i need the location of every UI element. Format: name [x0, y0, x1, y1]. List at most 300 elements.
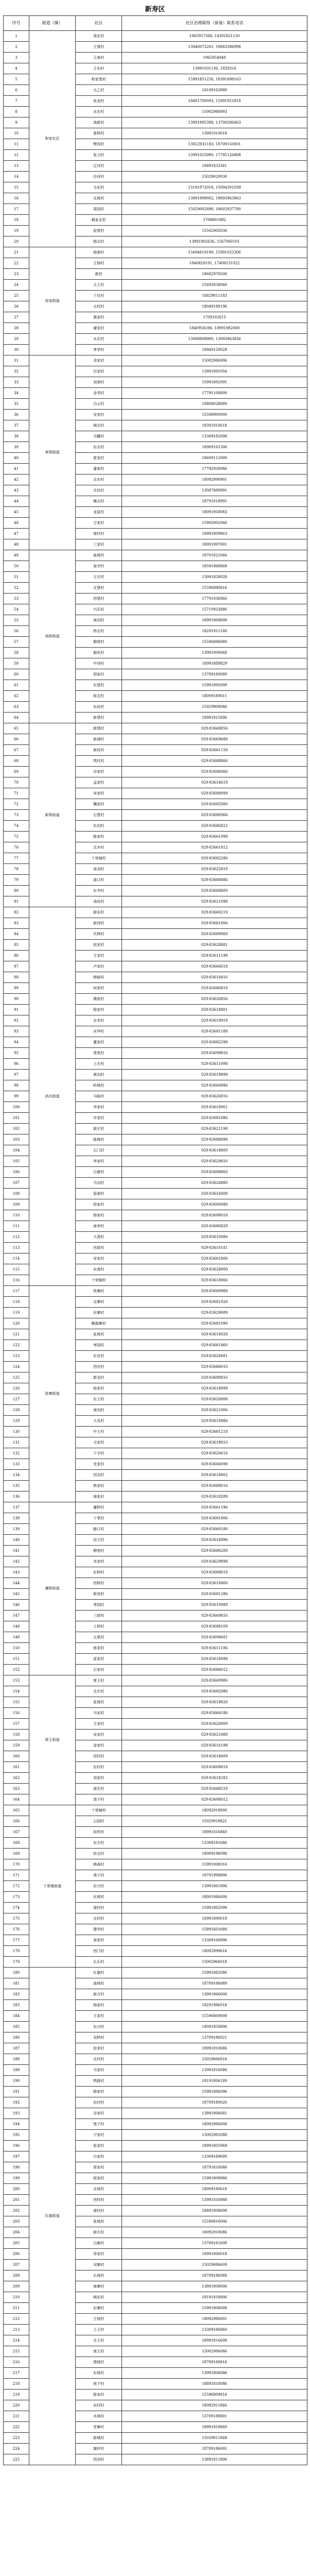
cell-community: 郑家村 [76, 2162, 122, 2173]
cell-community: 豁口村 [76, 1524, 122, 1535]
cell-community: 东兴村 [76, 2022, 122, 2032]
cell-community: 程家村 [76, 1005, 122, 1015]
cell-community: 新旺村 [76, 648, 122, 658]
cell-index: 86 [4, 951, 29, 961]
cell-index: 102 [4, 1124, 29, 1134]
cell-community: 华家村 [76, 1102, 122, 1113]
cell-street: 洪庆街道 [29, 907, 76, 1286]
cell-index: 129 [4, 1416, 29, 1427]
cell-community: 大兆村 [76, 1416, 122, 1427]
cell-contact: 18092986001 [122, 2314, 307, 2325]
cell-community: 水乐村 [76, 334, 122, 345]
cell-contact: 029-83681806 [122, 1513, 307, 1524]
cell-index: 30 [4, 345, 29, 355]
cell-contact: 15596896889 [122, 637, 307, 648]
cell-community: 张元村 [76, 150, 122, 161]
cell-index: 125 [4, 1372, 29, 1383]
cell-contact: 029-83610086 [122, 1232, 307, 1243]
cell-contact: 029-83688866 [122, 756, 307, 767]
cell-contact: 029-83611098 [122, 1059, 307, 1070]
cell-street: 新筑街道 [29, 723, 76, 907]
cell-index: 82 [4, 907, 29, 918]
cell-community: 东北村 [76, 442, 122, 453]
cell-index: 113 [4, 1243, 29, 1253]
cell-contact: 15693038066 [122, 280, 307, 291]
cell-index: 151 [4, 1654, 29, 1665]
cell-community: 卢家村 [76, 961, 122, 972]
cell-community: 韩森村 [76, 1859, 122, 1870]
cell-index: 178 [4, 1946, 29, 1957]
cell-community: 董家村 [76, 1037, 122, 1048]
cell-contact: 029-83688219 [122, 1784, 307, 1794]
cell-community: 李家村 [76, 1156, 122, 1167]
cell-community: 灞桥村 [76, 1502, 122, 1513]
cell-community: 湾子村 [76, 1794, 122, 1805]
cell-index: 60 [4, 669, 29, 680]
cell-community: 果园村 [76, 204, 122, 215]
cell-contact: 15991851256, 18391898163 [122, 74, 307, 85]
cell-community: 谢家村 [76, 323, 122, 334]
cell-community: 吕家村 [76, 366, 122, 377]
cell-community: 新庄村 [76, 1124, 122, 1134]
cell-index: 112 [4, 1232, 29, 1243]
cell-community: 谷家村 [76, 2108, 122, 2119]
cell-contact: 18291986018 [122, 2000, 307, 2011]
cell-index: 69 [4, 767, 29, 777]
cell-index: 41 [4, 464, 29, 474]
cell-index: 20 [4, 236, 29, 247]
cell-contact: 15596869008 [122, 2011, 307, 2022]
cell-community: 桥北村 [76, 626, 122, 637]
cell-contact: 18009180618 [122, 2184, 307, 2195]
cell-community: 纺织村 [76, 1827, 122, 1838]
cell-contact: 029-83610088 [122, 1600, 307, 1611]
cell-community: 胡家村 [76, 669, 122, 680]
cell-index: 71 [4, 788, 29, 799]
cell-community: 毛家村 [76, 1437, 122, 1448]
cell-contact: 029-83681188 [122, 1026, 307, 1037]
cell-contact: 13891808606 [122, 2281, 307, 2292]
cell-index: 160 [4, 1751, 29, 1762]
cell-contact: 029-83661196 [122, 1502, 307, 1513]
cell-community: 北庄村 [76, 1686, 122, 1697]
cell-index: 93 [4, 1026, 29, 1037]
cell-community: 枣园村 [76, 1340, 122, 1351]
cell-index: 173 [4, 1892, 29, 1903]
cell-contact: 029-83686208 [122, 1546, 307, 1556]
cell-contact: 15002966018 [122, 1957, 307, 1968]
cell-index: 34 [4, 388, 29, 399]
cell-community: 邓家村 [76, 355, 122, 366]
cell-contact: 15596816006 [122, 2216, 307, 2227]
cell-index: 123 [4, 1351, 29, 1362]
cell-index: 94 [4, 1037, 29, 1048]
cell-contact: 18092918086 [122, 2227, 307, 2238]
cell-community: 五里村 [76, 1632, 122, 1643]
cell-contact: 029-83668800 [122, 886, 307, 896]
cell-contact: 029-83688099 [122, 788, 307, 799]
cell-contact: 18091086600 [122, 1892, 307, 1903]
cell-community: 王家村 [76, 1719, 122, 1730]
cell-index: 95 [4, 1048, 29, 1059]
cell-community: 黄沟村 [76, 1070, 122, 1080]
cell-contact: 029-83618810 [122, 1437, 307, 1448]
cell-index: 152 [4, 1665, 29, 1675]
cell-index: 159 [4, 1740, 29, 1751]
cell-community: 米家村 [76, 1556, 122, 1567]
cell-community: 王东村 [76, 63, 122, 74]
cell-community: 金秀村 [76, 388, 122, 399]
cell-index: 181 [4, 1978, 29, 1989]
cell-index: 168 [4, 1838, 29, 1849]
cell-contact: 029-83608818 [122, 1762, 307, 1773]
cell-index: 197 [4, 2151, 29, 2162]
cell-community: 原南村 [76, 1189, 122, 1199]
cell-index: 135 [4, 1481, 29, 1492]
cell-index: 190 [4, 2076, 29, 2087]
cell-index: 218 [4, 2379, 29, 2389]
cell-contact: 15991886096 [122, 2087, 307, 2097]
cell-community: 宁家村 [76, 2130, 122, 2141]
cell-index: 118 [4, 1297, 29, 1308]
cell-contact: 029-83698860 [122, 1167, 307, 1178]
cell-index: 97 [4, 1070, 29, 1080]
cell-community: 王家村 [76, 2011, 122, 2022]
cell-community: 建华村 [76, 1924, 122, 1935]
cell-index: 119 [4, 1308, 29, 1318]
cell-contact: 15710933886 [122, 604, 307, 615]
cell-contact: 18591868868 [122, 561, 307, 572]
cell-community: 东湾村 [76, 1264, 122, 1275]
cell-index: 199 [4, 2173, 29, 2184]
cell-contact: 13022931183, 18709150001 [122, 139, 307, 150]
cell-index: 138 [4, 1513, 29, 1524]
cell-community: 东官村 [76, 1351, 122, 1362]
cell-index: 150 [4, 1643, 29, 1654]
cell-contact: 18049180196 [122, 301, 307, 312]
cell-index: 13 [4, 161, 29, 172]
cell-index: 128 [4, 1405, 29, 1416]
cell-contact: 18891818086 [122, 2379, 307, 2389]
cell-community: 湾子村 [76, 1870, 122, 1881]
document-page [3, 0, 307, 2465]
cell-index: 78 [4, 864, 29, 875]
cell-index: 73 [4, 810, 29, 821]
cell-index: 189 [4, 2065, 29, 2076]
cell-index: 1 [4, 31, 29, 42]
cell-contact: 029-83621888 [122, 1730, 307, 1740]
cell-contact: 13991816988 [122, 2195, 307, 2206]
cell-index: 144 [4, 1578, 29, 1589]
cell-contact: 17792930986 [122, 464, 307, 474]
cell-contact: 029-83698018 [122, 1210, 307, 1221]
cell-community: 北村村 [76, 2054, 122, 2065]
cell-community: 曾桥村 [76, 128, 122, 139]
cell-contact: 18991806018 [122, 2249, 307, 2260]
cell-street: 高桥街道 [29, 550, 76, 723]
cell-community: 石家村 [76, 1665, 122, 1675]
cell-community: 兴乐村 [76, 604, 122, 615]
cell-index: 169 [4, 1849, 29, 1859]
cell-community: 马峪村 [76, 1091, 122, 1102]
cell-index: 100 [4, 1102, 29, 1113]
cell-index: 9 [4, 117, 29, 128]
cell-contact: 029-83619899 [122, 1070, 307, 1080]
cell-community: 惠家村 [76, 312, 122, 323]
cell-contact: 18191818806 [122, 2292, 307, 2303]
cell-index: 6 [4, 85, 29, 96]
cell-community: 北坡村 [76, 193, 122, 204]
cell-index: 11 [4, 139, 29, 150]
cell-community: 杨家村 [76, 2000, 122, 2011]
cell-community: 庆华村 [76, 1026, 122, 1037]
cell-index: 61 [4, 680, 29, 691]
cell-index: 149 [4, 1632, 29, 1643]
cell-community: 史家村 [76, 1459, 122, 1470]
cell-contact: 15002986993 [122, 107, 307, 117]
cell-contact: 13991025980, 17791126808 [122, 150, 307, 161]
cell-index: 3 [4, 53, 29, 63]
cell-street: 红旗街道 [29, 1968, 76, 2465]
cell-community: 赵家村 [76, 940, 122, 951]
cell-index: 166 [4, 1816, 29, 1827]
cell-community: 泉寺村 [76, 561, 122, 572]
cell-community: 东王村 [76, 1394, 122, 1405]
cell-contact: 029-83626856 [122, 994, 307, 1005]
cell-index: 22 [4, 258, 29, 269]
cell-index: 193 [4, 2108, 29, 2119]
cell-index: 47 [4, 529, 29, 539]
cell-contact: 18791816086 [122, 2162, 307, 2173]
cell-contact: 13991858928 [122, 572, 307, 583]
cell-index: 63 [4, 702, 29, 713]
cell-contact: 18109162888 [122, 85, 307, 96]
cell-contact: 18091950083 [122, 507, 307, 518]
cell-contact: 029-83681218 [122, 1427, 307, 1437]
cell-contact: 029-83616619 [122, 777, 307, 788]
cell-index: 216 [4, 2357, 29, 2368]
cell-contact: 029-83682298 [122, 1037, 307, 1048]
cell-community: 柳营村 [76, 637, 122, 648]
cell-contact: 13709181608 [122, 2238, 307, 2249]
cell-index: 42 [4, 474, 29, 485]
cell-community: 三郎村 [76, 1611, 122, 1621]
cell-community: 陈家村 [76, 2389, 122, 2400]
cell-street: 狄寨街道 [29, 1286, 76, 1502]
cell-community: 张坡村 [76, 1697, 122, 1708]
cell-community: 王南村 [76, 53, 122, 63]
cell-community: 东沟村 [76, 821, 122, 832]
cell-community: 南寨村 [76, 2281, 122, 2292]
cell-contact: 13991902636, 1567060101 [122, 236, 307, 247]
table-row [4, 1502, 307, 1513]
cell-index: 222 [4, 2422, 29, 2433]
cell-community: 李家村 [76, 2249, 122, 2260]
cell-community: 韩峪村 [76, 972, 122, 983]
cell-contact: 13309186860 [122, 2325, 307, 2335]
cell-community: 十里铺村 [76, 1805, 122, 1816]
cell-index: 182 [4, 1989, 29, 2000]
cell-index: 207 [4, 2260, 29, 2270]
cell-contact: 13191972018, 15094301039 [122, 182, 307, 193]
cell-index: 24 [4, 280, 29, 291]
cell-index: 51 [4, 572, 29, 583]
cell-index: 120 [4, 1318, 29, 1329]
cell-community: 许家村 [76, 1113, 122, 1124]
cell-contact: 029-83626816 [122, 1091, 307, 1102]
cell-contact: 18092918800 [122, 1805, 307, 1816]
cell-index: 165 [4, 1805, 29, 1816]
cell-index: 38 [4, 431, 29, 442]
cell-contact: 13309182098 [122, 431, 307, 442]
cell-contact: 15991862098 [122, 1903, 307, 1913]
cell-contact: 029-83618826 [122, 1697, 307, 1708]
cell-contact: 029-83618289 [122, 1492, 307, 1502]
cell-community: 东桥村 [76, 1567, 122, 1578]
cell-street: 十里铺街道 [29, 1805, 76, 1968]
cell-index: 26 [4, 301, 29, 312]
cell-contact: 029-83629816 [122, 1156, 307, 1167]
cell-index: 80 [4, 886, 29, 896]
cell-index: 16 [4, 193, 29, 204]
cell-community: 西沟村 [76, 1470, 122, 1481]
cell-community: 新庄村 [76, 2227, 122, 2238]
cell-index: 88 [4, 972, 29, 983]
cell-community: 公园村 [76, 1816, 122, 1827]
cell-community: 安家村 [76, 410, 122, 420]
cell-contact: 13709188801 [122, 2411, 307, 2422]
cell-index: 44 [4, 496, 29, 507]
cell-community: 新城村 [76, 2433, 122, 2444]
cell-community: 王家村 [76, 951, 122, 961]
cell-contact: 029-83618099 [122, 1383, 307, 1394]
cell-index: 111 [4, 1221, 29, 1232]
cell-contact: 13991999002, 19893963963 [122, 193, 307, 204]
cell-contact: 18391810618 [122, 420, 307, 431]
cell-index: 37 [4, 420, 29, 431]
cell-contact: 029-83660219 [122, 907, 307, 918]
cell-community: 庙坡村 [76, 550, 122, 561]
cell-index: 213 [4, 2325, 29, 2335]
cell-community: 北坊村 [76, 485, 122, 496]
cell-community: 张坡村 [76, 2216, 122, 2227]
cell-contact: 18991889829 [122, 658, 307, 669]
cell-community: 五村村 [76, 301, 122, 312]
cell-index: 172 [4, 1881, 29, 1892]
cell-community: 十里铺村 [76, 853, 122, 864]
cell-community: 桂北村 [76, 691, 122, 702]
cell-contact: 13891806681 [122, 2108, 307, 2119]
cell-contact: 13991895398, 13700286063 [122, 117, 307, 128]
cell-community: 新合村 [76, 1989, 122, 2000]
cell-community: 北村村 [76, 1913, 122, 1924]
cell-contact: 029-83669688 [122, 734, 307, 745]
cell-contact: 029-83681086 [122, 1113, 307, 1124]
cell-contact: 18991815806 [122, 713, 307, 723]
cell-index: 153 [4, 1675, 29, 1686]
cell-community: 和家堡村 [76, 74, 122, 85]
cell-index: 65 [4, 723, 29, 734]
cell-contact: 029-83688886 [122, 875, 307, 886]
cell-contact: 18891808608 [122, 2206, 307, 2216]
cell-index: 177 [4, 1935, 29, 1946]
cell-index: 18 [4, 215, 29, 226]
cell-community: 上桥村 [76, 1621, 122, 1632]
cell-contact: 029-83610181 [122, 1243, 307, 1253]
cell-community: 岭坡村 [76, 1080, 122, 1091]
cell-community: 景家村 [76, 1935, 122, 1946]
cell-community: 高新村 [76, 117, 122, 128]
cell-contact: 029-83681286 [122, 1589, 307, 1600]
header-street: 街道（镇） [29, 16, 76, 31]
cell-community: 中西村 [76, 658, 122, 669]
cell-contact: 18709186089 [122, 1978, 307, 1989]
cell-index: 67 [4, 745, 29, 756]
cell-index: 211 [4, 2303, 29, 2314]
cell-index: 195 [4, 2130, 29, 2141]
cell-contact: 029-83681090 [122, 1318, 307, 1329]
cell-index: 36 [4, 410, 29, 420]
table-row [4, 1968, 307, 1978]
cell-contact: 18991816860 [122, 1827, 307, 1838]
cell-community: 东村村 [76, 2097, 122, 2108]
cell-contact: 13309181686 [122, 1838, 307, 1849]
cell-community: 太王村 [76, 280, 122, 291]
cell-contact: 13991866606 [122, 1989, 307, 2000]
cell-contact: 15029086609 [122, 2260, 307, 2270]
cell-contact: 029-83668856 [122, 723, 307, 734]
cell-index: 217 [4, 2368, 29, 2379]
cell-contact: 13991031136, 1829316 [122, 63, 307, 74]
cell-index: 70 [4, 777, 29, 788]
cell-contact: 029-83661860 [122, 1340, 307, 1351]
table-body [4, 31, 307, 2465]
cell-contact: 1840950296, 18991982000 [122, 323, 307, 334]
cell-index: 192 [4, 2097, 29, 2108]
cell-community: 东坊村 [76, 702, 122, 713]
cell-index: 214 [4, 2335, 29, 2346]
cell-contact: 18091997001 [122, 539, 307, 550]
cell-contact: 18092986608 [122, 2119, 307, 2130]
cell-index: 171 [4, 1870, 29, 1881]
cell-contact: 029-83618802 [122, 1470, 307, 1481]
cell-contact: 029-83606086 [122, 1199, 307, 1210]
cell-contact: 13309189600 [122, 2151, 307, 2162]
table-row [4, 1675, 307, 1686]
cell-index: 55 [4, 615, 29, 626]
cell-index: 85 [4, 940, 29, 951]
cell-community: 西沟村 [76, 2454, 122, 2465]
cell-contact: 18092999616 [122, 1946, 307, 1957]
cell-index: 19 [4, 226, 29, 236]
cell-contact: 029-83699816 [122, 1048, 307, 1059]
cell-community: 陈坡村 [76, 1134, 122, 1145]
cell-community: 张家村 [76, 2141, 122, 2151]
cell-community: 南村村 [76, 529, 122, 539]
cell-index: 12 [4, 150, 29, 161]
cell-index: 167 [4, 1827, 29, 1838]
cell-contact: 029-83661812 [122, 842, 307, 853]
cell-index: 77 [4, 853, 29, 864]
cell-index: 205 [4, 2238, 29, 2249]
cell-community: 水安村 [76, 1015, 122, 1026]
cell-contact: 029-83660186 [122, 1524, 307, 1535]
cell-contact: 029-83629898 [122, 1556, 307, 1567]
cell-community: 柳巷村 [76, 1546, 122, 1556]
cell-index: 56 [4, 626, 29, 637]
cell-contact: 029-83661806 [122, 918, 307, 929]
cell-contact: 029-83661158 [122, 745, 307, 756]
